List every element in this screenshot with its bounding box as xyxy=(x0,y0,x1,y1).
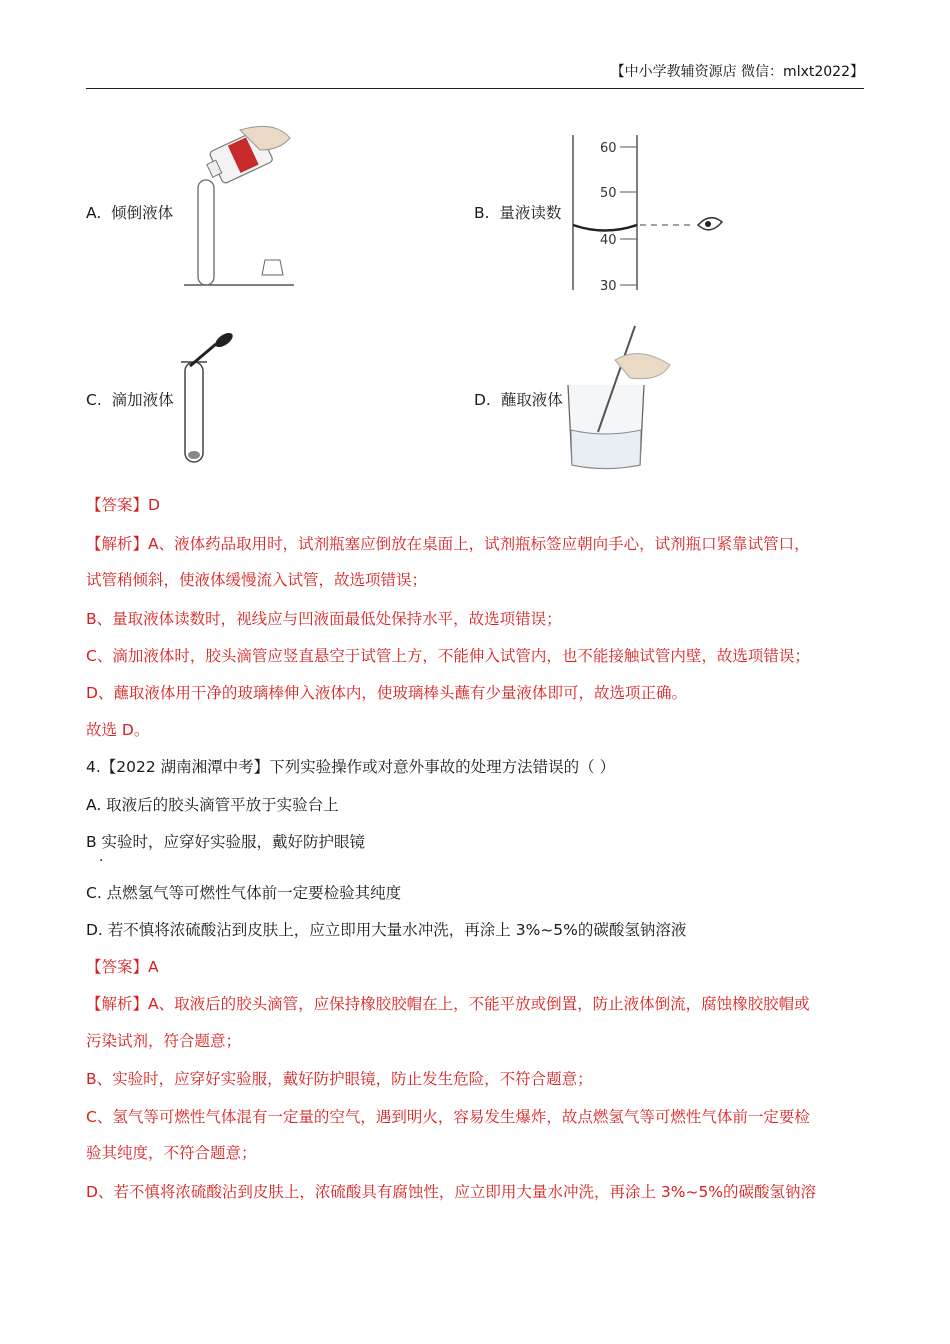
tick-60: 60 xyxy=(600,141,617,156)
q4-stem: 4.【2022 湖南湘潭中考】下列实验操作或对意外事故的处理方法错误的（ ） xyxy=(86,758,616,776)
option-d-label: D. 蘸取液体 xyxy=(474,391,563,409)
q4-analysis-line: C、氢气等可燃性气体混有一定量的空气，遇到明火，容易发生爆炸，故点燃氢气等可燃性气体前一定要检 xyxy=(86,1108,810,1126)
q4-option-a: A. 取液后的胶头滴管平放于实验台上 xyxy=(86,796,339,814)
q4-option-b: B 实验时，应穿好实验服，戴好防护眼镜 xyxy=(86,833,366,851)
q4-option-c: C. 点燃氢气等可燃性气体前一定要检验其纯度 xyxy=(86,884,402,902)
q4-analysis-line: 验其纯度，不符合题意； xyxy=(86,1144,257,1162)
q3-analysis-line: C、滴加液体时，胶头滴管应竖直悬空于试管上方，不能伸入试管内，也不能接触试管内壁，故选项错误； xyxy=(86,647,810,665)
option-b-label: B. 量液读数 xyxy=(474,204,562,222)
q4-analysis-line: D、若不慎将浓硫酸沾到皮肤上，浓硫酸具有腐蚀性，应立即用大量水冲洗，再涂上 3%~5%的碳酸氢钠溶 xyxy=(86,1183,817,1201)
graduated-cylinder-figure xyxy=(570,130,730,295)
tick-50: 50 xyxy=(600,186,617,201)
option-a-label: A. 倾倒液体 xyxy=(86,204,174,222)
pouring-liquid-figure xyxy=(180,120,300,290)
stray-dot: · xyxy=(99,853,104,869)
q3-conclusion: 故选 D。 xyxy=(86,721,150,739)
q3-analysis-line: D、蘸取液体用干净的玻璃棒伸入液体内，使玻璃棒头蘸有少量液体即可，故选项正确。 xyxy=(86,684,687,702)
q4-analysis-line: 【解析】A、取液后的胶头滴管，应保持橡胶胶帽在上，不能平放或倒置，防止液体倒流，腐蚀橡胶胶帽或 xyxy=(86,995,810,1013)
option-c-label: C. 滴加液体 xyxy=(86,391,174,409)
q3-analysis-line: B、量取液体读数时，视线应与凹液面最低处保持水平，故选项错误； xyxy=(86,610,562,628)
tick-30: 30 xyxy=(600,279,617,294)
q4-analysis-line: 污染试剂，符合题意； xyxy=(86,1032,242,1050)
tick-40: 40 xyxy=(600,233,617,248)
page-header: 【中小学教辅资源店 微信：mlxt2022】 xyxy=(86,60,864,89)
q4-analysis-line: B、实验时，应穿好实验服，戴好防护眼镜，防止发生危险，不符合题意； xyxy=(86,1070,593,1088)
dropper-figure xyxy=(176,332,236,467)
q4-option-d: D. 若不慎将浓硫酸沾到皮肤上，应立即用大量水冲洗，再涂上 3%~5%的碳酸氢钠溶液 xyxy=(86,921,687,939)
q3-analysis-line: 试管稍倾斜，使液体缓慢流入试管，故选项错误； xyxy=(86,571,428,589)
q3-analysis-line: 【解析】A、液体药品取用时，试剂瓶塞应倒放在桌面上，试剂瓶标签应朝向手心，试剂瓶口紧靠试管口， xyxy=(86,535,810,553)
q4-answer: 【答案】A xyxy=(86,958,159,976)
q3-answer: 【答案】D xyxy=(86,496,160,514)
glass-rod-figure xyxy=(560,320,680,475)
